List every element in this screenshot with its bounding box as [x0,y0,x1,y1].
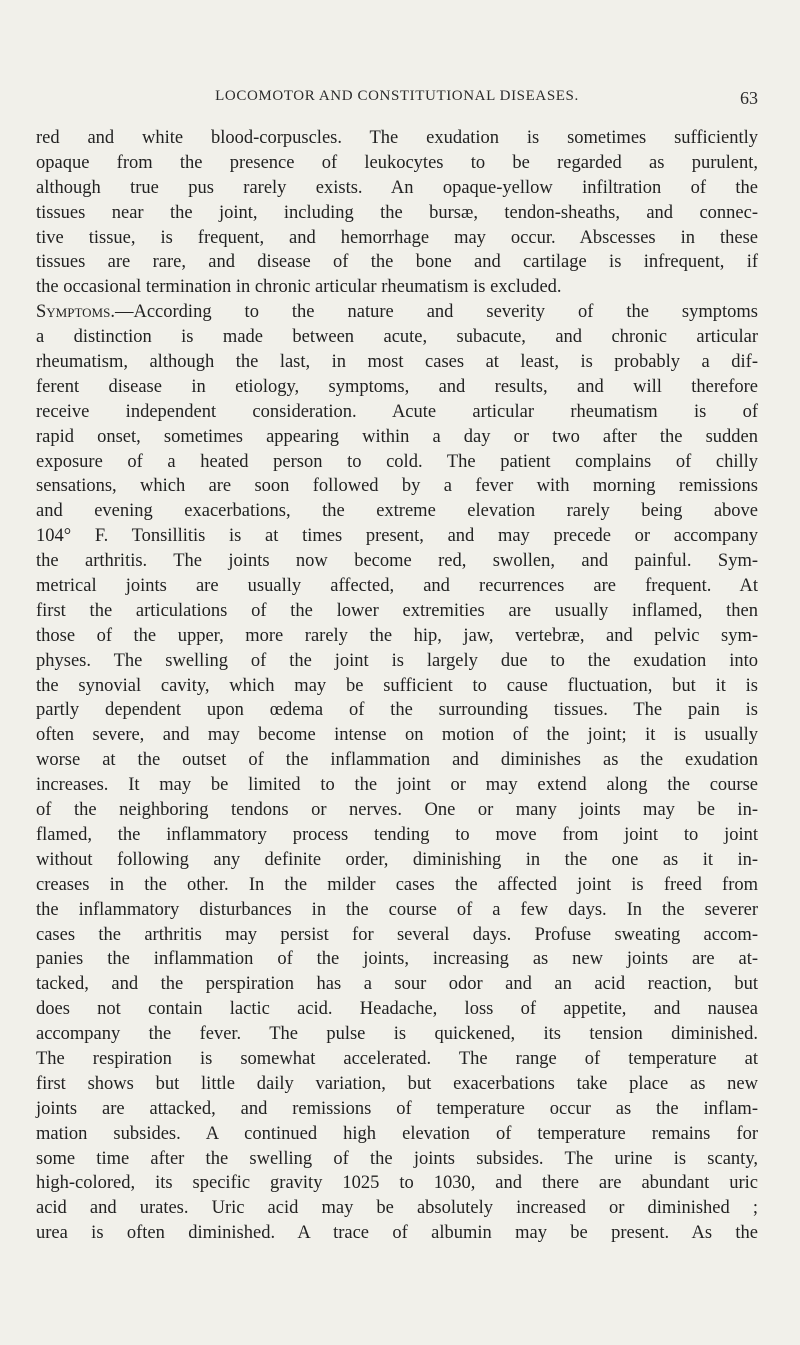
text-line: accompany the fever. The pulse is quickened, its tension diminished. [36,1024,758,1045]
text-line: ferent disease in etiology, symptoms, and results, and will therefore [36,376,758,397]
body-text [36,126,758,1246]
text-line: creases in the other. In the milder cases the affected joint is freed from [36,874,758,895]
text-line: tissues near the joint, including the bursæ, tendon-sheaths, and connec- [36,202,758,223]
text-line: The respiration is somewhat accelerated. The range of temperature at [36,1048,758,1069]
text-line: the arthritis. The joints now become red, swollen, and painful. Sym- [36,551,758,572]
running-title: LOCOMOTOR AND CONSTITUTIONAL DISEASES. [215,88,579,104]
text-line: 104° F. Tonsillitis is at times present, and may precede or accompany [36,526,758,547]
text-line: high-colored, its specific gravity 1025 to 1030, and there are abundant uric [36,1173,758,1194]
running-head [36,88,758,110]
text-line: sensations, which are soon followed by a fever with morning remissions [36,476,758,497]
text-line: red and white blood-corpuscles. The exudation is sometimes sufficiently [36,128,758,148]
text-line: rheumatism, although the last, in most cases at least, is probably a dif- [36,352,758,373]
text-line: physes. The swelling of the joint is largely due to the exudation into [36,650,758,671]
text-line: worse at the outset of the inflammation and diminishes as the exudation [36,750,758,771]
text-line: some time after the swelling of the joints subsides. The urine is scanty, [36,1148,758,1169]
text-line: those of the upper, more rarely the hip, jaw, vertebræ, and pelvic sym- [36,625,758,646]
text-line: cases the arthritis may persist for several days. Profuse sweating accom- [36,924,758,945]
text-line: first the articulations of the lower extremities are usually inflamed, then [36,600,758,621]
text-line: exposure of a heated person to cold. The patient complains of chilly [36,451,758,472]
text-line: joints are attacked, and remissions of temperature occur as the inflam- [36,1098,758,1119]
text-line: the inflammatory disturbances in the course of a few days. In the severer [36,899,758,920]
text-line: does not contain lactic acid. Headache, loss of appetite, and nausea [36,999,758,1020]
text-line: partly dependent upon œdema of the surrounding tissues. The pain is [36,700,758,721]
text-line: of the neighboring tendons or nerves. One or many joints may be in- [36,800,758,821]
text-line: urea is often diminished. A trace of albumin may be present. As the [36,1223,758,1244]
text-line: acid and urates. Uric acid may be absolutely increased or diminished ; [36,1198,758,1219]
text-line: although true pus rarely exists. An opaque-yellow infiltration of the [36,177,758,198]
text-line: often severe, and may become intense on motion of the joint; it is usually [36,725,758,746]
text-line: tissues are rare, and disease of the bone and cartilage is infrequent, if [36,252,758,273]
text-line: panies the inflammation of the joints, increasing as new joints are at- [36,949,758,970]
text-line: receive independent consideration. Acute articular rheumatism is of [36,401,758,422]
text-line: flamed, the inflammatory process tending to move from joint to joint [36,824,758,845]
text-line: increases. It may be limited to the joint or may extend along the course [36,775,758,796]
text-line: tacked, and the perspiration has a sour odor and an acid reaction, but [36,974,758,995]
text-line: rapid onset, sometimes appearing within a day or two after the sudden [36,426,758,447]
text-line: opaque from the presence of leukocytes to be regarded as purulent, [36,152,758,173]
text-line: the synovial cavity, which may be sufficient to cause fluctuation, but it is [36,675,758,696]
text-line: and evening exacerbations, the extreme elevation rarely being above [36,501,758,522]
text-line: the occasional termination in chronic articular rheumatism is excluded. [36,277,562,298]
text-line: mation subsides. A continued high elevation of temperature remains for [36,1123,758,1144]
text-line: tive tissue, is frequent, and hemorrhage may occur. Abscesses in these [36,227,758,248]
symptoms-heading: Symptoms. [36,302,115,323]
text-line: without following any definite order, diminishing in the one as it in- [36,849,758,870]
text-line: a distinction is made between acute, subacute, and chronic articular [36,327,758,348]
text-line: metrical joints are usually affected, and recurrences are frequent. At [36,576,758,597]
text-line-with-heading [36,300,758,325]
text-line: —According to the nature and severity of the symptoms [114,302,758,323]
text-line: first shows but little daily variation, but exacerbations take place as new [36,1073,758,1094]
page-number: 63 [740,88,758,108]
